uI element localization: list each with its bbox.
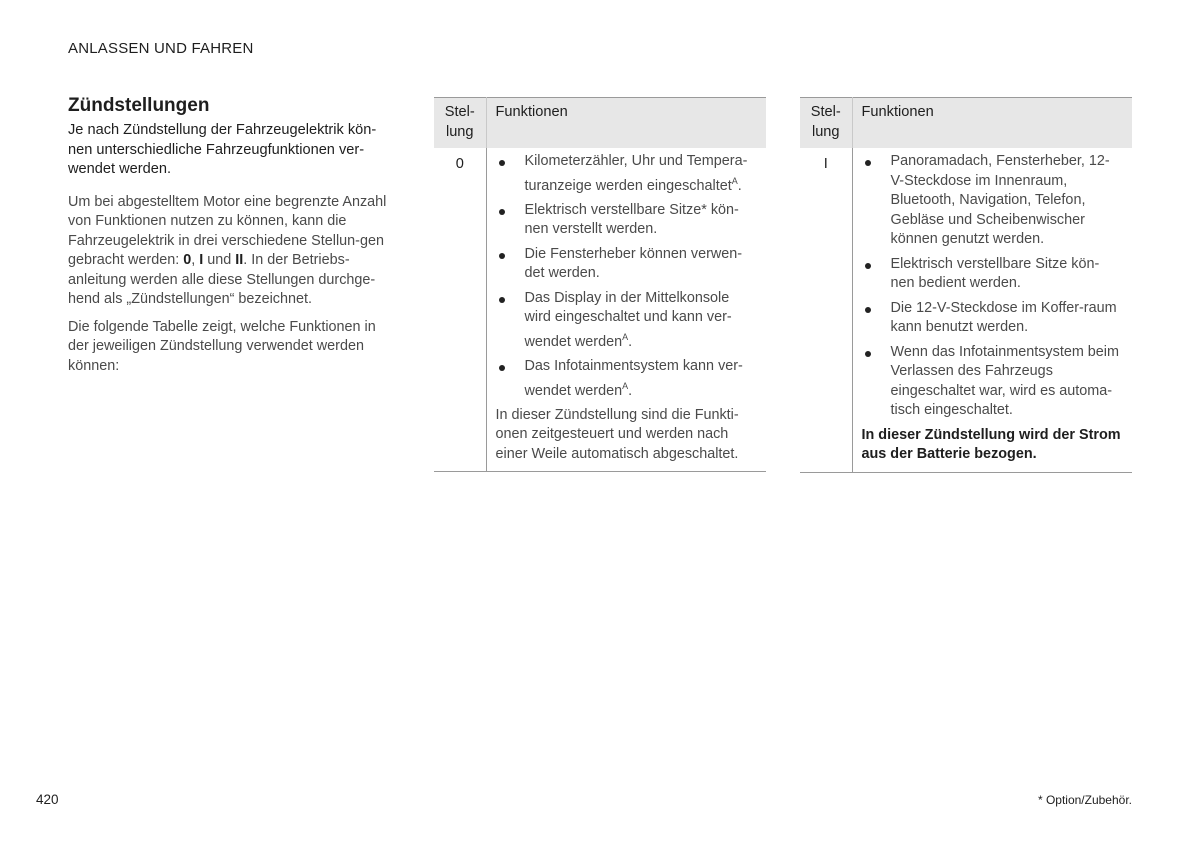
function-list-item (496, 245, 757, 284)
para1-part-a: Um bei abgestelltem Motor eine begrenzte Anzahl von Funktionen nutzen zu können, kann die Fahrzeugelektrik in drei verschiedene Stellun-gen gebracht werden: (68, 193, 387, 268)
function-list-item (496, 289, 757, 352)
function-list-item (496, 201, 757, 240)
ignition-table-position-0 (434, 97, 766, 472)
function-text: Die 12-V-Steckdose im Koffer-raum kann benutzt werden. (890, 299, 1117, 335)
intro-text: Je nach Zündstellung der Fahrzeugelektrik kön-nen unterschiedliche Fahrzeugfunktionen ver-wendet werden. (68, 122, 377, 177)
page-title: Zündstellungen (68, 95, 210, 116)
function-text: Das Display in der Mittelkonsole wird eingeschaltet und kann ver-wendet werden (524, 289, 732, 350)
function-list-item (862, 152, 1123, 250)
function-list-item (496, 152, 757, 196)
function-text-end: . (737, 177, 742, 194)
position-value: I (800, 148, 852, 472)
function-text: Panoramadach, Fensterheber, 12-V-Steckdose im Innenraum, Bluetooth, Navigation, Telefon, Gebläse und Scheibenwischer können genutzt werden. (890, 153, 1110, 247)
intro-column (68, 94, 398, 384)
function-text-end: . (628, 333, 633, 350)
footnote-marker: A (731, 175, 738, 186)
function-text: Elektrisch verstellbare Sitze* kön-nen verstellt werden. (524, 201, 739, 238)
functions-cell (486, 148, 766, 472)
para1-part-b: . In der Betriebs-anleitung werden alle diese Stellungen durchge-hend als „Zündstellungen“ bezeichnet. (68, 252, 376, 307)
position-2-label: II (235, 252, 244, 268)
page-number: 420 (36, 792, 59, 807)
column-header-position: Stel-lung (800, 98, 852, 149)
column-header-position: Stel-lung (434, 98, 486, 149)
body-paragraph-2: Die folgende Tabelle zeigt, welche Funktionen in der jeweiligen Zündstellung verwendet werden können: (68, 318, 376, 374)
function-text: Elektrisch verstellbare Sitze kön-nen bedient werden. (890, 255, 1100, 291)
function-list-item (496, 357, 757, 401)
function-list-item (862, 299, 1123, 338)
function-text: Das Infotainmentsystem kann ver-wendet werden (524, 358, 743, 399)
function-list (862, 152, 1123, 421)
position-value: 0 (434, 148, 486, 472)
function-list (496, 152, 757, 401)
function-text-end: . (628, 382, 633, 399)
function-text: Die Fensterheber können verwen-det werden. (524, 245, 743, 282)
separator: und (203, 252, 236, 268)
footnote: * Option/Zubehör. (1037, 793, 1132, 807)
footnote-marker: A (622, 331, 629, 342)
position-0-label: 0 (183, 252, 192, 268)
footnote-marker: A (622, 380, 629, 391)
position-1-label: I (199, 252, 204, 268)
column-header-functions: Funktionen (486, 98, 766, 149)
separator: , (191, 252, 200, 268)
function-list-item (862, 343, 1123, 421)
function-text: Kilometerzähler, Uhr und Tempera-turanzeige werden eingeschaltet (524, 153, 748, 194)
function-list-item (862, 255, 1123, 294)
function-text: Wenn das Infotainmentsystem beim Verlassen des Fahrzeugs eingeschaltet war, wird es automa-tisch eingeschaltet. (890, 343, 1119, 418)
table-note: In dieser Zündstellung wird der Strom aus der Batterie bezogen. (861, 426, 1121, 462)
table-note: In dieser Zündstellung sind die Funkti-onen zeitgesteuert und werden nach einer Weile automatisch abgeschaltet. (495, 406, 739, 462)
ignition-table-position-I (800, 97, 1132, 473)
body-paragraph-1 (68, 193, 398, 310)
functions-cell (852, 148, 1132, 472)
column-header-functions: Funktionen (852, 98, 1132, 149)
section-header: ANLASSEN UND FAHREN (68, 40, 254, 57)
